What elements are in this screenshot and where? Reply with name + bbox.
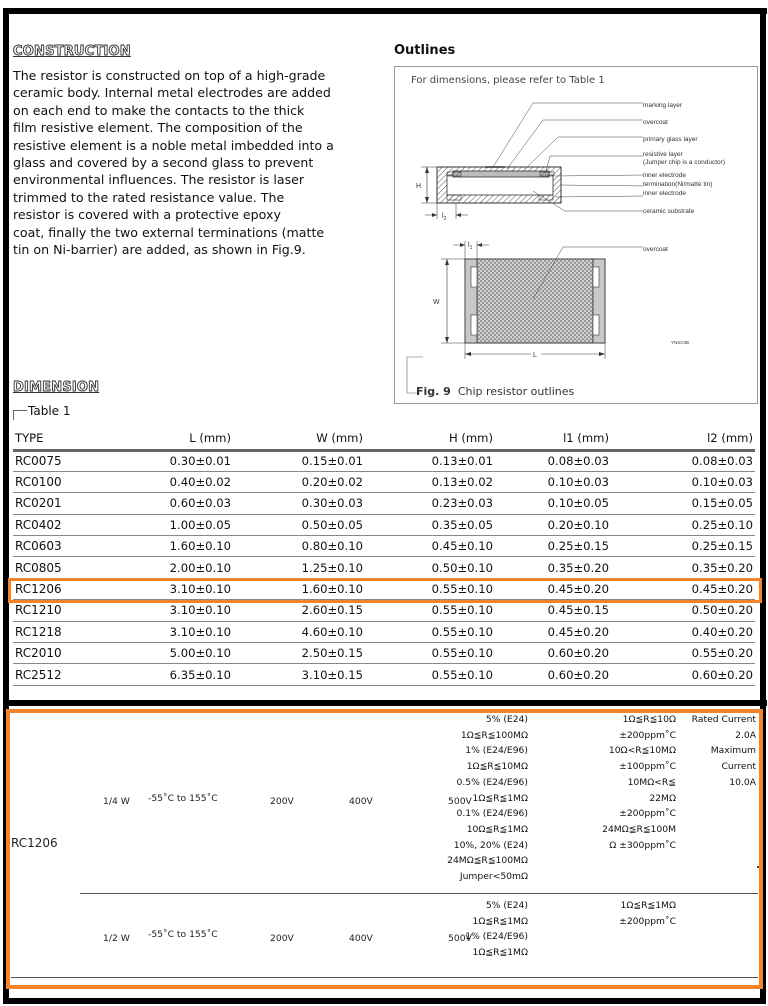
table-row (13, 536, 755, 557)
current-item: Current (721, 761, 756, 773)
dim-l2-label: $l_2$ (442, 213, 447, 222)
tolerance-item: 1Ω≦R≦1MΩ (472, 947, 528, 959)
cell-l2: 0.40±0.20 (625, 621, 755, 642)
cell-w: 1.25±0.10 (243, 557, 369, 578)
table-row (13, 600, 755, 621)
frame-border-left (3, 8, 9, 1004)
construction-line: resistor is covered with a protective epoxy (13, 207, 281, 223)
cell-h: 0.50±0.10 (369, 557, 495, 578)
spec-overload-voltage: 400V (349, 796, 373, 807)
construction-line: ceramic body. Internal metal electrodes are added (13, 85, 331, 101)
table-row (13, 643, 755, 664)
label-primary-glass: primary glass layer (643, 136, 698, 143)
cell-type: RC2010 (13, 643, 123, 664)
cell-type: RC0402 (13, 514, 123, 535)
table-row (13, 493, 755, 514)
cell-l: 0.40±0.02 (123, 471, 243, 492)
label-overcoat: overcoat (643, 119, 668, 126)
frame-border-bottom (3, 998, 763, 1004)
cell-h: 0.13±0.02 (369, 471, 495, 492)
spec-overload-voltage: 400V (349, 933, 373, 944)
cell-type: RC0603 (13, 536, 123, 557)
label-inner-electrode-top: inner electrode (643, 172, 686, 179)
cell-h: 0.55±0.10 (369, 578, 495, 599)
construction-line: glass and covered by a second glass to prevent (13, 155, 314, 171)
dim-h-label: H (416, 183, 422, 190)
overcoat-shape (477, 259, 593, 343)
cell-w: 2.50±0.15 (243, 643, 369, 664)
label-marking-layer: marking layer (643, 102, 683, 109)
cell-l1: 0.60±0.20 (495, 643, 625, 664)
cell-l1: 0.45±0.20 (495, 578, 625, 599)
cell-l: 5.00±0.10 (123, 643, 243, 664)
cell-l: 3.10±0.10 (123, 600, 243, 621)
header-w: W (mm) (243, 428, 369, 450)
label-overcoat-top: overcoat (643, 246, 668, 253)
tcr-item: 1Ω≦R≦1MΩ (620, 900, 676, 911)
cell-h: 0.13±0.01 (369, 450, 495, 471)
tolerance-item: 10Ω≦R≦1MΩ (466, 823, 528, 835)
current-item: Rated Current (691, 714, 756, 725)
tcr-item: 22MΩ (649, 792, 676, 804)
dim-w-label: W (433, 299, 440, 306)
tolerance-item: 1Ω≦R≦1MΩ (472, 915, 528, 927)
spec-tolerance-list (465, 898, 528, 961)
cell-h: 0.45±0.10 (369, 536, 495, 557)
frame-border-right (760, 8, 766, 708)
spec-power-rating: 1/4 W (103, 796, 130, 807)
figure-title: Chip resistor outlines (457, 385, 575, 398)
table-caption-label: Table 1 (28, 404, 71, 418)
tolerance-item: 1% (E24/E96) (465, 931, 528, 943)
tolerance-item: 0.5% (E24/E96) (456, 776, 528, 788)
cell-l1: 0.10±0.03 (495, 471, 625, 492)
cell-l2: 0.55±0.20 (625, 643, 755, 664)
spec-row-divider (80, 893, 758, 894)
header-l2: l2 (mm) (625, 428, 755, 450)
cell-l: 2.00±0.10 (123, 557, 243, 578)
header-l: L (mm) (123, 428, 243, 450)
cell-l2: 0.10±0.03 (625, 471, 755, 492)
current-item: 10.0A (729, 776, 756, 788)
table-row (13, 664, 755, 685)
construction-line: The resistor is constructed on top of a high-grade (13, 68, 326, 83)
outline-note: For dimensions, please refer to Table 1 (411, 75, 605, 86)
tolerance-item: 1Ω≦R≦10MΩ (466, 761, 528, 773)
outlines-heading: Outlines (394, 43, 456, 58)
cell-l1: 0.60±0.20 (495, 664, 625, 685)
cell-h: 0.35±0.05 (369, 514, 495, 535)
cell-h: 0.55±0.10 (369, 643, 495, 664)
tcr-item: 1Ω≦R≦10Ω (622, 714, 676, 725)
figure-number: Fig. 9 (416, 385, 451, 398)
frame-border-top (3, 8, 767, 14)
cell-type: RC1210 (13, 600, 123, 621)
label-resistive-layer: resistive layer (643, 151, 683, 158)
cell-type: RC0805 (13, 557, 123, 578)
cell-l: 1.60±0.10 (123, 536, 243, 557)
tolerance-item: 10%, 20% (E24) (453, 839, 528, 851)
dimension-heading: DIMENSION (13, 380, 100, 395)
glass-layer-shape (453, 171, 549, 177)
cell-l1: 0.10±0.05 (495, 493, 625, 514)
cell-w: 3.10±0.15 (243, 664, 369, 685)
caption-bracket (13, 410, 27, 420)
spec-temperature-range: -55˚C to 155˚C (148, 793, 218, 804)
table-caption (13, 404, 70, 418)
label-termination: termination(Ni/matte tin) (643, 181, 713, 188)
outline-figure (394, 66, 758, 404)
cell-h: 0.23±0.03 (369, 493, 495, 514)
cell-l2: 0.25±0.10 (625, 514, 755, 535)
stray-mark (757, 866, 759, 868)
tcr-item: Ω ±300ppm˚C (609, 839, 676, 851)
tolerance-item: 0.1% (E24/E96) (456, 808, 528, 820)
construction-paragraph (13, 67, 373, 258)
spec-power-rating: 1/2 W (103, 933, 130, 944)
cell-type: RC1206 (13, 578, 123, 599)
cell-l: 3.10±0.10 (123, 621, 243, 642)
tolerance-item: 1Ω≦R≦1MΩ (472, 792, 528, 804)
cell-l1: 0.25±0.15 (495, 536, 625, 557)
tcr-item: ±200ppm˚C (619, 915, 676, 927)
construction-line: trimmed to the rated resistance value. The (13, 189, 285, 205)
cell-type: RC2512 (13, 664, 123, 685)
cell-l2: 0.15±0.05 (625, 493, 755, 514)
cell-l1: 0.20±0.10 (495, 514, 625, 535)
construction-line: resistive element is a noble metal imbedded into a (13, 137, 334, 153)
chip-resistor-diagram (395, 67, 759, 405)
dim-l-label: L (533, 352, 537, 359)
cell-l2: 0.60±0.20 (625, 664, 755, 685)
cell-type: RC0100 (13, 471, 123, 492)
table-row (13, 450, 755, 471)
spec-type: RC1206 (11, 836, 58, 850)
label-inner-electrode-bottom: inner electrode (643, 190, 686, 197)
cell-h: 0.55±0.10 (369, 600, 495, 621)
spec-tolerance-list (447, 712, 528, 885)
ceramic-substrate-shape (447, 175, 553, 195)
tcr-item: ±200ppm˚C (619, 729, 676, 741)
current-item: 2.0A (735, 729, 756, 741)
current-item: Maximum (710, 745, 756, 757)
spec-working-voltage: 200V (270, 933, 294, 944)
tolerance-item: 1Ω≦R≦100MΩ (460, 729, 528, 741)
header-h: H (mm) (369, 428, 495, 450)
table-row (13, 471, 755, 492)
cell-l2: 0.35±0.20 (625, 557, 755, 578)
cell-w: 0.15±0.01 (243, 450, 369, 471)
cell-w: 4.60±0.10 (243, 621, 369, 642)
spec-dielectric-voltage: 500V (448, 796, 472, 807)
spec-tcr-list (619, 898, 676, 929)
cell-type: RC1218 (13, 621, 123, 642)
cell-l2: 0.08±0.03 (625, 450, 755, 471)
spec-working-voltage: 200V (270, 796, 294, 807)
table-row (13, 578, 755, 599)
cell-w: 0.50±0.05 (243, 514, 369, 535)
tolerance-item: 24MΩ≦R≦100MΩ (447, 855, 528, 867)
spec-dielectric-voltage: 500V (448, 933, 472, 944)
cell-l2: 0.45±0.20 (625, 578, 755, 599)
tcr-item: 24MΩ≦R≦100M (602, 823, 676, 835)
cell-w: 1.60±0.10 (243, 578, 369, 599)
figure-code: YNSC0B (671, 340, 690, 345)
tcr-item: ±100ppm˚C (619, 761, 676, 773)
header-l1: l1 (mm) (495, 428, 625, 450)
construction-line: film resistive element. The composition of the (13, 120, 303, 136)
label-jumper-note: (Jumper chip is a conductor) (643, 159, 726, 166)
cell-h: 0.55±0.10 (369, 621, 495, 642)
header-type: TYPE (13, 428, 123, 450)
cell-l: 6.35±0.10 (123, 664, 243, 685)
frame-border-right-lower (760, 700, 766, 1004)
cell-l1: 0.45±0.15 (495, 600, 625, 621)
tolerance-item: Jumper<50mΩ (459, 871, 528, 883)
cell-w: 2.60±0.15 (243, 600, 369, 621)
tolerance-item: 5% (E24) (485, 900, 528, 911)
construction-line: coat, finally the two external terminations (matte (13, 224, 325, 240)
cell-type: RC0201 (13, 493, 123, 514)
tolerance-item: 1% (E24/E96) (465, 745, 528, 757)
cell-w: 0.20±0.02 (243, 471, 369, 492)
cell-l: 0.60±0.03 (123, 493, 243, 514)
dimension-table (13, 428, 755, 686)
cell-l: 3.10±0.10 (123, 578, 243, 599)
label-ceramic-substrate: ceramic substrate (643, 208, 695, 215)
tcr-item: ±200ppm˚C (619, 808, 676, 820)
construction-heading: CONSTRUCTION (13, 44, 131, 59)
cell-l2: 0.25±0.15 (625, 536, 755, 557)
construction-line: tin on Ni-barrier) are added, as shown in Fig.9. (13, 242, 306, 258)
table-row (13, 514, 755, 535)
cell-l1: 0.45±0.20 (495, 621, 625, 642)
cell-h: 0.55±0.10 (369, 664, 495, 685)
table-row (13, 557, 755, 578)
side-view (416, 102, 725, 222)
table-header-row (13, 428, 755, 450)
frame-separator (3, 700, 767, 706)
cell-type: RC0075 (13, 450, 123, 471)
cell-l1: 0.35±0.20 (495, 557, 625, 578)
figure-caption (416, 385, 574, 398)
table-row (13, 621, 755, 642)
cell-l: 0.30±0.01 (123, 450, 243, 471)
cell-l: 1.00±0.05 (123, 514, 243, 535)
dim-l1-label: $l_1$ (468, 242, 473, 251)
spec-temperature-range: -55˚C to 155˚C (148, 929, 218, 940)
tcr-item: 10Ω<R≦10MΩ (608, 745, 676, 757)
spec-table-bottom-rule (11, 977, 758, 978)
tcr-item: 10MΩ<R≦ (627, 776, 676, 788)
cell-l2: 0.50±0.20 (625, 600, 755, 621)
cell-l1: 0.08±0.03 (495, 450, 625, 471)
construction-line: on each end to make the contacts to the thick (13, 102, 305, 118)
spec-current-list (692, 712, 756, 791)
tolerance-item: 5% (E24) (485, 714, 528, 725)
top-view (407, 241, 689, 393)
construction-line: environmental influences. The resistor is laser (13, 172, 305, 188)
cell-w: 0.30±0.03 (243, 493, 369, 514)
spec-tcr-list (602, 712, 676, 853)
cell-w: 0.80±0.10 (243, 536, 369, 557)
